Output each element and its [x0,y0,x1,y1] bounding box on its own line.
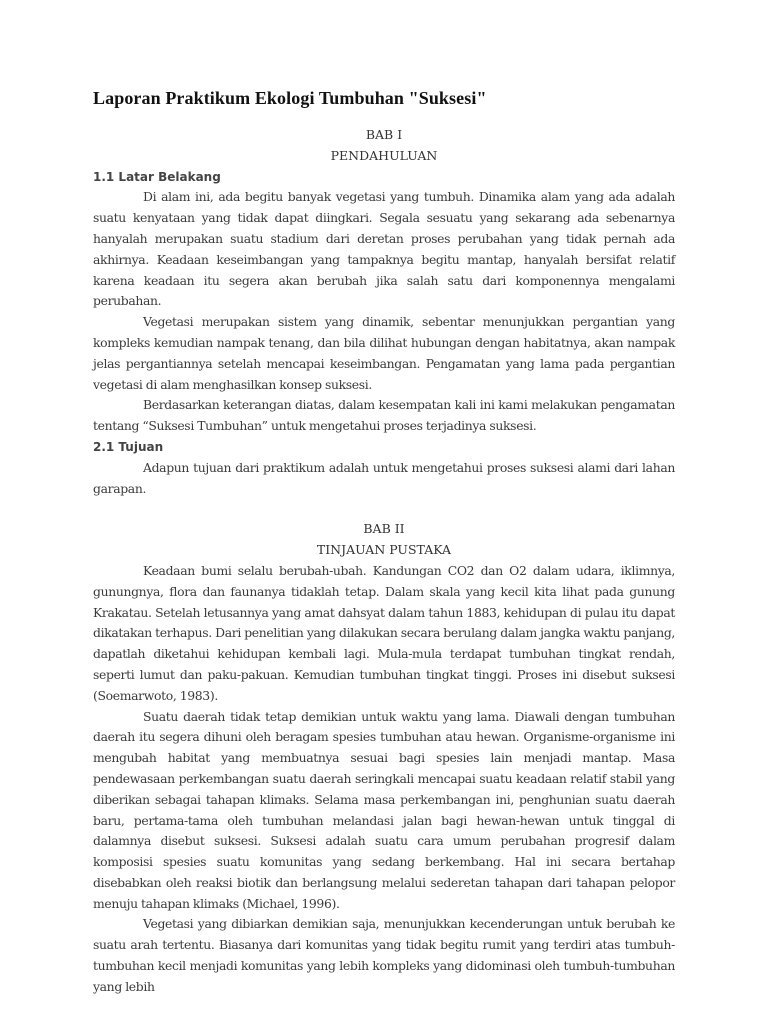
chapter-label-bab1: BAB I [365,127,403,142]
paragraph: Vegetasi merupakan sistem yang dinamik, sebentar menunjukkan pergantian yang kompleks kemudian nampak tenang, dan bila dilihat hubungan dengan habitatnya, akan nampak jelas pergantiannya setelah mencapai keseimbangan. Pengamatan yang lama pada pergantian vegetasi di alam menghasilkan konsep suksesi. [93,314,675,392]
section-title-tujuan: 2.1 Tujuan [93,439,164,454]
paragraph: Suatu daerah tidak tetap demikian untuk waktu yang lama. Diawali dengan tumbuhan daerah itu segera dihuni oleh beragam spesies tumbuhan atau hewan. Organisme-organisme ini mengubah habitat yang membuatnya sesuai bagi spesies lain menjadi mantap. Masa pendewasaan perkembangan suatu daerah seringkali mencapai suatu keadaan relatif stabil yang diberikan sebagai tahapan klimaks. Selama masa perkembangan ini, penghunian suatu daerah baru, pertama-tama oleh tumbuhan melandasi jalan bagi hewan-hewan untuk tinggal di dalamnya disebut suksesi. Suksesi adalah suatu cara umum perubahan progresif dalam komposisi spesies suatu komunitas yang sedang berkembang. Hal ini secara bertahap disebabkan oleh reaksi biotik dan berlangsung melalui sederetan tahapan dari tahapan pelopor menuju tahapan klimaks (Michael, 1996). [93,708,675,911]
section-title-latar-belakang: 1.1 Latar Belakang [93,169,221,184]
paragraph: Berdasarkan keterangan diatas, dalam kesempatan kali ini kami melakukan pengamatan tentang “Suksesi Tumbuhan” untuk mengetahui proses terjadinya suksesi. [93,397,675,434]
paragraph: Adapun tujuan dari praktikum adalah untuk mengetahui proses suksesi alami dari lahan garapan. [93,459,675,496]
paragraph: Keadaan bumi selalu berubah-ubah. Kandungan CO2 dan O2 dalam udara, iklimnya, gunungnya, flora dan faunanya tidaklah tetap. Dalam skala yang kecil kita lihat pada gunung Krakatau. Setelah letusannya yang amat dahsyat dalam tahun 1883, kehidupan di pulau itu dapat dikatakan terhapus. Dari penelitian yang dilakukan secara berulang dalam jangka waktu panjang, dapatlah diketahui kehidupan kembali lagi. Mula-mula terdapat tumbuhan tingkat rendah, seperti lumut dan paku-pakuan. Kemudian tumbuhan tingkat tinggi. Proses ini disebut suksesi (Soemarwoto, 1983). [93,562,675,703]
paragraph: Vegetasi yang dibiarkan demikian saja, menunjukkan kecenderungan untuk berubah ke suatu arah tertentu. Biasanya dari komunitas yang tidak begitu rumit yang terdiri atas tumbuh-tumbuhan kecil menjadi komunitas yang lebih kompleks yang didominasi oleh tumbuh-tumbuhan yang lebih [93,916,675,994]
document-title: Laporan Praktikum Ekologi Tumbuhan "Suksesi" [93,88,487,108]
chapter-title-bab1: PENDAHULUAN [330,147,438,163]
paragraph: Di alam ini, ada begitu banyak vegetasi yang tumbuh. Dinamika alam yang ada adalah suatu kenyataan yang tidak dapat diingkari. Segala sesuatu yang sekarang ada sebenarnya hanyalah merupakan suatu stadium dari deretan proses perubahan yang tidak pernah ada akhirnya. Keadaan keseimbangan yang tampaknya begitu mantap, hanyalah bersifat relatif karena keadaan itu segera akan berubah jika salah satu dari komponennya mengalami perubahan. [93,189,675,309]
chapter-spacer [93,499,675,519]
document-page [93,88,675,998]
chapter-label-bab2: BAB II [363,521,405,537]
chapter-title-bab2: TINJAUAN PUSTAKA [316,542,452,558]
